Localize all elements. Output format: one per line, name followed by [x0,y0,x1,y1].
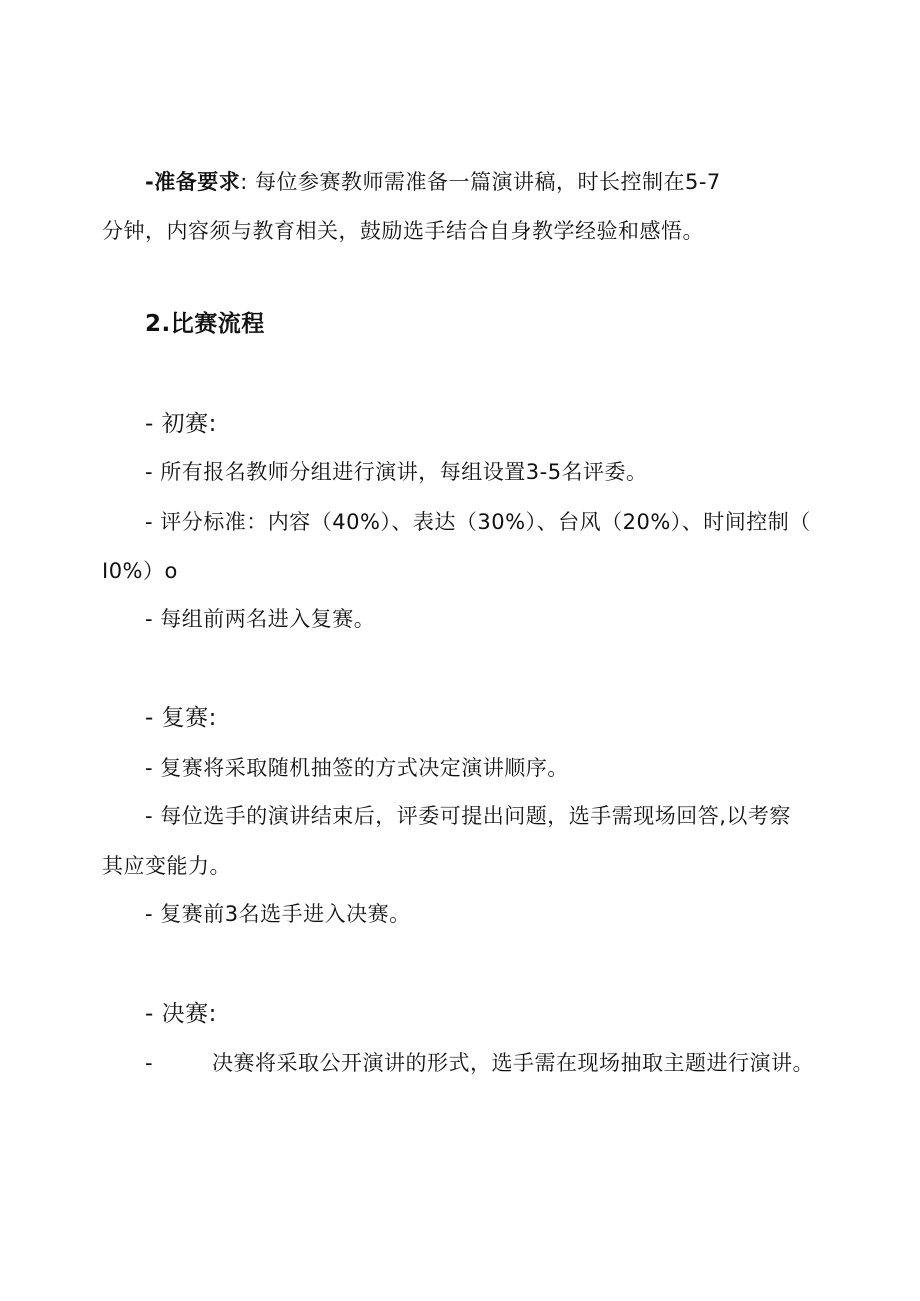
preliminary-item-scoring-line-2: I0%）o [102,559,178,583]
preliminary-item-advance: - 每组前两名进入复赛。 [145,607,376,631]
final-heading: - 决赛: [145,1001,217,1027]
semifinal-item-advance: - 复赛前3名选手进入决赛。 [145,902,411,926]
prep-requirement-line-2: 分钟，内容须与教育相关，鼓励选手结合自身教学经验和感悟。 [102,219,704,243]
section-title: 2.比赛流程 [145,311,265,337]
semifinal-item-draw: - 复赛将采取随机抽签的方式决定演讲顺序。 [145,756,569,780]
preliminary-item-scoring-line-1: - 评分标准：内容（40%）、表达（30%）、台风（20%）、时间控制（ [145,510,811,534]
final-item-public-speech: 决赛将采取公开演讲的形式，选手需在现场抽取主题进行演讲。 [212,1051,814,1075]
semifinal-item-questions-line-2: 其应变能力。 [102,854,231,878]
preliminary-item-grouping: - 所有报名教师分组进行演讲，每组设置3-5名评委。 [145,460,648,484]
prep-requirement-text: : 每位参赛教师需准备一篇演讲稿，时长控制在5-7 [240,170,721,194]
final-item-dash: - [145,1051,154,1075]
prep-requirement-label: -准备要求 [145,170,241,194]
semifinal-item-questions-line-1: - 每位选手的演讲结束后，评委可提出问题，选手需现场回答,以考察 [145,804,791,828]
preliminary-heading: - 初赛: [145,411,217,437]
prep-requirement-line-1 [145,168,721,196]
semifinal-heading: - 复赛: [145,705,217,731]
